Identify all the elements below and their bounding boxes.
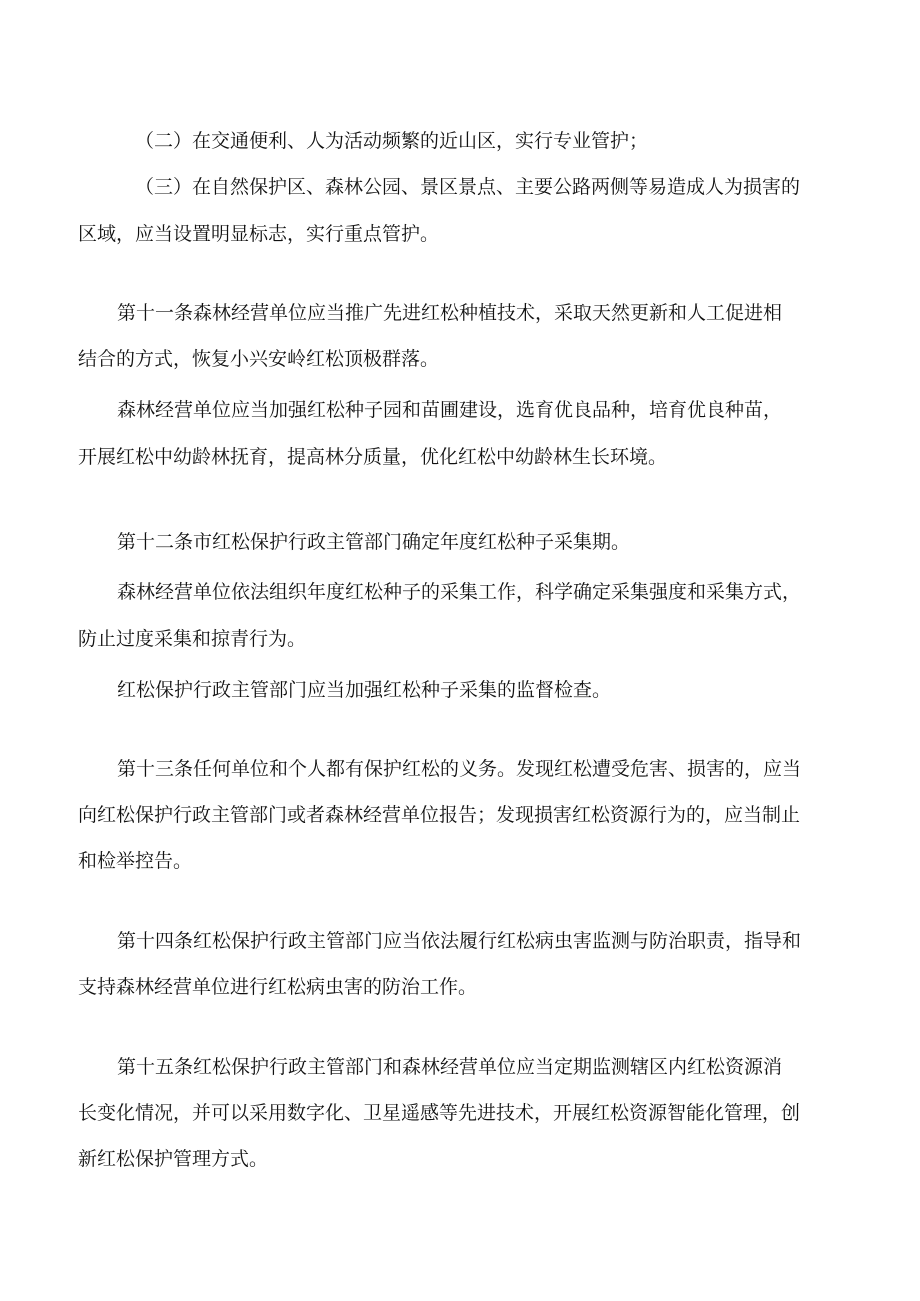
paragraph-line: 向红松保护行政主管部门或者森林经营单位报告；发现损害红松资源行为的，应当制止 [78, 804, 801, 826]
paragraph-line: 第十二条市红松保护行政主管部门确定年度红松种子采集期。 [117, 531, 631, 553]
paragraph-line: （二）在交通便利、人为活动频繁的近山区，实行专业管护； [135, 130, 649, 152]
paragraph-line: 区域，应当设置明显标志，实行重点管护。 [78, 223, 440, 245]
paragraph-line: 结合的方式，恢复小兴安岭红松顶极群落。 [78, 348, 440, 370]
paragraph-line: 第十一条森林经营单位应当推广先进红松种植技术，采取天然更新和人工促进相 [117, 302, 783, 324]
paragraph-line: 第十五条红松保护行政主管部门和森林经营单位应当定期监测辖区内红松资源消 [117, 1056, 783, 1078]
paragraph-line: （三）在自然保护区、森林公园、景区景点、主要公路两侧等易造成人为损害的 [135, 176, 801, 198]
paragraph-line: 森林经营单位依法组织年度红松种子的采集工作，科学确定采集强度和采集方式， [117, 581, 802, 603]
paragraph-line: 长变化情况，并可以采用数字化、卫星遥感等先进技术，开展红松资源智能化管理，创 [78, 1102, 801, 1124]
paragraph-line: 森林经营单位应当加强红松种子园和苗圃建设，选育优良品种，培育优良种苗， [117, 399, 783, 421]
paragraph-line: 开展红松中幼龄林抚育，提高林分质量，优化红松中幼龄林生长环境。 [78, 446, 668, 468]
paragraph-line: 第十三条任何单位和个人都有保护红松的义务。发现红松遭受危害、损害的，应当 [117, 758, 802, 780]
paragraph-line: 和检举控告。 [78, 850, 193, 872]
paragraph-line: 第十四条红松保护行政主管部门应当依法履行红松病虫害监测与防治职责，指导和 [117, 930, 802, 952]
paragraph-line: 支持森林经营单位进行红松病虫害的防治工作。 [78, 976, 478, 998]
paragraph-line: 防止过度采集和掠青行为。 [78, 628, 307, 650]
paragraph-line: 新红松保护管理方式。 [78, 1148, 269, 1170]
paragraph-line: 红松保护行政主管部门应当加强红松种子采集的监督检查。 [117, 679, 612, 701]
